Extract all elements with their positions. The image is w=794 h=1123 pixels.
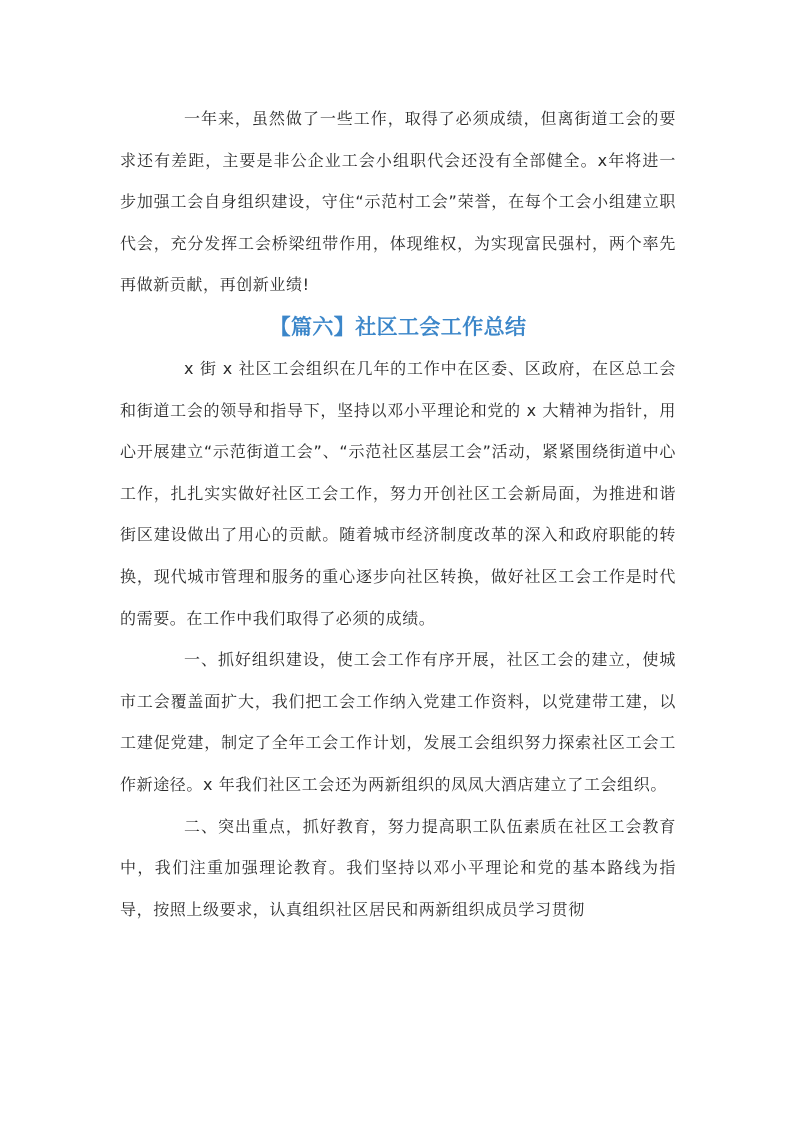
closing-paragraph: 一年来，虽然做了一些工作，取得了必须成绩，但离街道工会的要求还有差距，主要是非公企业工会小组职代会还没有全部健全。x年将进一步加强工会自身组织建设，守住“示范村工会”荣誉，在每个工会小组建立职代会，充分发挥工会桥梁纽带作用，体现维权，为实现富民强村，两个率先再做新贡献，再创新业绩! xyxy=(120,109,676,295)
education-paragraph: 二、突出重点，抓好教育，努力提高职工队伍素质在社区工会教育中，我们注重加强理论教育。我们坚持以邓小平理论和党的基本路线为指导，按照上级要求，认真组织社区居民和两新组织成员学习贯彻 xyxy=(120,816,676,919)
document-page xyxy=(120,98,676,930)
section-heading: 【篇六】社区工会工作总结 xyxy=(269,314,527,339)
organization-paragraph: 一、抓好组织建设，使工会工作有序开展，社区工会的建立，使城市工会覆盖面扩大，我们把工会工作纳入党建工作资料，以党建带工建，以工建促党建，制定了全年工会工作计划，发展工会组织努力探索社区工会工作新途径。x 年我们社区工会还为两新组织的凤凤大酒店建立了工会组织。 xyxy=(120,650,676,794)
intro-paragraph: x 街 x 社区工会组织在几年的工作中在区委、区政府，在区总工会和街道工会的领导和指导下，坚持以邓小平理论和党的 x 大精神为指针，用心开展建立“示范街道工会”、“示范社区基层工会”活动，紧紧围绕街道中心工作，扎扎实实做好社区工会工作，努力开创社区工会新局面，为推进和谐街区建设做出了用心的贡献。随着城市经济制度改革的深入和政府职能的转换，现代城市管理和服务的重心逐步向社区转换，做好社区工会工作是时代的需要。在工作中我们取得了必须的成绩。 xyxy=(120,358,676,628)
